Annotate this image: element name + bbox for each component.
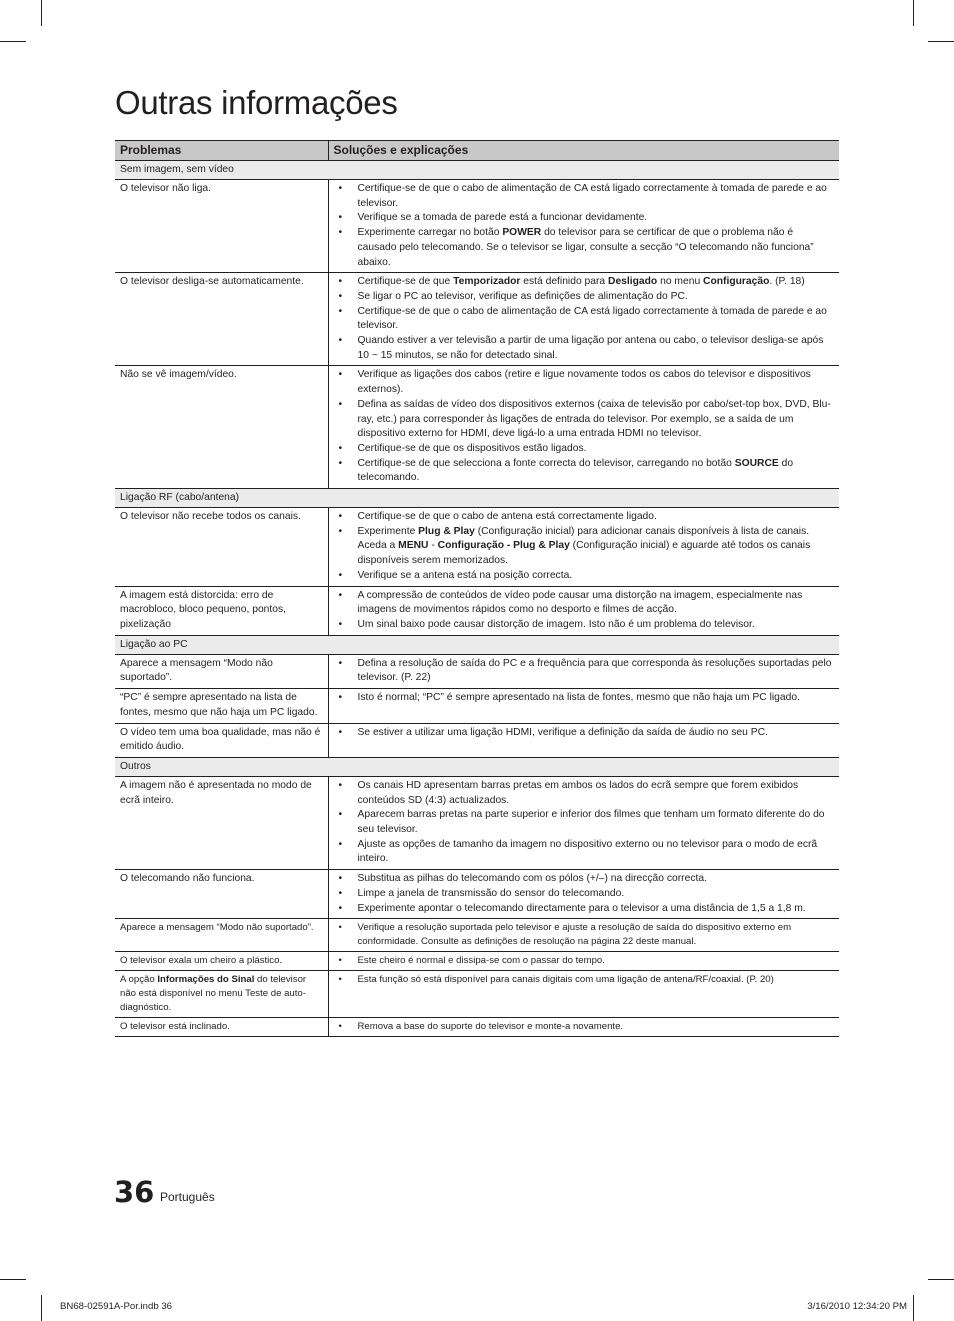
crop-mark [913, 1295, 914, 1321]
crop-mark [928, 41, 954, 42]
table-row [115, 1018, 839, 1037]
crop-mark [41, 0, 42, 26]
list-item: • Esta função só está disponível para canais digitais com uma ligação de antena/RF/coaxial. (P. 20) [329, 973, 835, 987]
list-item: • Os canais HD apresentam barras pretas em ambos os lados do ecrã sempre que forem exibidos conteúdos SD (4:3) actualizados. [329, 779, 835, 808]
solutions-cell [328, 870, 839, 919]
solutions-cell [328, 776, 839, 869]
column-header-solutions: Soluções e explicações [328, 141, 839, 161]
page-title: Outras informações [115, 84, 398, 121]
footer-file-name: BN68-02591A-Por.indb 36 [60, 1301, 173, 1312]
problem-cell: A imagem está distorcida: erro de macrobloco, bloco pequeno, pontos, pixelização [115, 586, 328, 635]
solutions-cell [328, 952, 839, 971]
table-row [115, 971, 839, 1018]
list-item: • Isto é normal; “PC” é sempre apresentado na lista de fontes, mesmo que não haja um PC ligado. [329, 691, 835, 706]
solutions-list [329, 872, 835, 916]
list-item: • Experimente Plug & Play (Configuração inicial) para adicionar canais disponíveis à lista de canais. Aceda a MENU - Configuração - Plug & Play (Configuração inicial) e aguarde até todos os canais disponíveis serem memorizados. [329, 525, 835, 569]
list-item: • Substitua as pilhas do telecomando com os pólos (+/–) na direcção correcta. [329, 872, 835, 887]
solutions-cell [328, 508, 839, 587]
list-item: • Defina a resolução de saída do PC e a frequência para que corresponda às resoluções suportadas pelo televisor. (P. 22) [329, 657, 835, 686]
table-row [115, 689, 839, 723]
solutions-list [329, 275, 835, 363]
crop-mark [0, 1279, 26, 1280]
section-title: Outros [115, 757, 839, 776]
section-row [115, 635, 839, 654]
table-row [115, 508, 839, 587]
list-item: • Limpe a janela de transmissão do sensor do telecomando. [329, 887, 835, 902]
problem-cell: O televisor desliga-se automaticamente. [115, 273, 328, 366]
problem-cell: O telecomando não funciona. [115, 870, 328, 919]
problem-cell: O televisor não recebe todos os canais. [115, 508, 328, 587]
solutions-list [329, 182, 835, 270]
column-header-problems: Problemas [115, 141, 328, 161]
footer-timestamp: 3/16/2010 12:34:20 PM [807, 1301, 907, 1312]
section-row [115, 757, 839, 776]
table-row [115, 919, 839, 952]
table-row [115, 180, 839, 273]
solutions-list [329, 1020, 835, 1034]
troubleshooting-table [115, 140, 839, 1037]
list-item: • Verifique as ligações dos cabos (retire e ligue novamente todos os cabos do televisor e dispositivos externos). [329, 368, 835, 397]
solutions-list [329, 691, 835, 706]
table-row [115, 273, 839, 366]
solutions-cell [328, 586, 839, 635]
list-item: • A compressão de conteúdos de vídeo pode causar uma distorção na imagem, especialmente nas imagens de movimentos rápidos como no desporto e filmes de acção. [329, 589, 835, 618]
table-row [115, 723, 839, 757]
solutions-cell [328, 919, 839, 952]
list-item: • Certifique-se de que Temporizador está definido para Desligado no menu Configuração. (P. 18) [329, 275, 835, 290]
list-item: • Experimente apontar o telecomando directamente para o televisor a uma distância de 1,5 a 1,8 m. [329, 902, 835, 917]
list-item: • Certifique-se de que selecciona a fonte correcta do televisor, carregando no botão SOURCE do telecomando. [329, 457, 835, 486]
solutions-list [329, 510, 835, 584]
solutions-cell [328, 689, 839, 723]
solutions-cell [328, 654, 839, 688]
list-item: • Certifique-se de que o cabo de alimentação de CA está ligado correctamente à tomada de parede e ao televisor. [329, 305, 835, 334]
section-row [115, 489, 839, 508]
problem-cell: O vídeo tem uma boa qualidade, mas não é emitido áudio. [115, 723, 328, 757]
table-header-row [115, 141, 839, 161]
solutions-list [329, 368, 835, 486]
table-row [115, 654, 839, 688]
list-item: • Quando estiver a ver televisão a partir de uma ligação por antena ou cabo, o televisor desliga-se após 10 ~ 15 minutos, se não for detectado sinal. [329, 334, 835, 363]
solutions-cell [328, 971, 839, 1018]
problem-cell: Não se vê imagem/vídeo. [115, 366, 328, 489]
page-language: Português [160, 1190, 215, 1204]
list-item: • Um sinal baixo pode causar distorção de imagem. Isto não é um problema do televisor. [329, 618, 835, 633]
list-item: • Verifique a resolução suportada pelo televisor e ajuste a resolução de saída do dispositivo externo em conformidade. Consulte as definições de resolução na página 22 deste manual. [329, 921, 835, 949]
problem-cell: Aparece a mensagem “Modo não suportado”. [115, 654, 328, 688]
solutions-list [329, 921, 835, 949]
list-item: • Aparecem barras pretas na parte superior e inferior dos filmes que tenham um formato diferente do do seu televisor. [329, 808, 835, 837]
solutions-list [329, 954, 835, 968]
solutions-list [329, 779, 835, 867]
section-title: Ligação ao PC [115, 635, 839, 654]
list-item: • Experimente carregar no botão POWER do televisor para se certificar de que o problema não é causado pelo telecomando. Se o televisor se ligar, consulte a secção “O telecomando não funciona” abaixo. [329, 226, 835, 270]
solutions-list [329, 657, 835, 686]
list-item: • Se estiver a utilizar uma ligação HDMI, verifique a definição da saída de áudio no seu PC. [329, 726, 835, 741]
problem-cell: A opção Informações do Sinal do televisor não está disponível no menu Teste de auto-diagnóstico. [115, 971, 328, 1018]
list-item: • Defina as saídas de vídeo dos dispositivos externos (caixa de televisão por cabo/set-top box, DVD, Blu-ray, etc.) para corresponder às ligações de entrada do televisor. Por exemplo, se a saída de um dispositivo externo for HDMI, deve ligá-lo a uma entrada HDMI no televisor. [329, 398, 835, 442]
crop-mark [928, 1279, 954, 1280]
solutions-list [329, 726, 835, 741]
page-number: 36 [114, 1175, 155, 1209]
problem-cell: O televisor está inclinado. [115, 1018, 328, 1037]
solutions-cell [328, 273, 839, 366]
section-row [115, 161, 839, 180]
list-item: • Remova a base do suporte do televisor e monte-a novamente. [329, 1020, 835, 1034]
problem-cell: O televisor exala um cheiro a plástico. [115, 952, 328, 971]
solutions-cell [328, 366, 839, 489]
crop-mark [0, 41, 26, 42]
problem-cell: A imagem não é apresentada no modo de ecrã inteiro. [115, 776, 328, 869]
problem-cell: Aparece a mensagem “Modo não suportado”. [115, 919, 328, 952]
crop-mark [913, 0, 914, 26]
table-row [115, 586, 839, 635]
solutions-cell [328, 1018, 839, 1037]
solutions-list [329, 973, 835, 987]
solutions-list [329, 589, 835, 633]
list-item: • Este cheiro é normal e dissipa-se com o passar do tempo. [329, 954, 835, 968]
crop-mark [41, 1295, 42, 1321]
list-item: • Ajuste as opções de tamanho da imagem no dispositivo externo ou no televisor para o modo de ecrã inteiro. [329, 838, 835, 867]
section-title: Sem imagem, sem vídeo [115, 161, 839, 180]
problem-cell: O televisor não liga. [115, 180, 328, 273]
problem-cell: “PC” é sempre apresentado na lista de fontes, mesmo que não haja um PC ligado. [115, 689, 328, 723]
list-item: • Se ligar o PC ao televisor, verifique as definições de alimentação do PC. [329, 290, 835, 305]
table-body [115, 161, 839, 1037]
table-row [115, 952, 839, 971]
list-item: • Certifique-se de que o cabo de alimentação de CA está ligado correctamente à tomada de parede e ao televisor. [329, 182, 835, 211]
table-row [115, 776, 839, 869]
list-item: • Certifique-se de que o cabo de antena está correctamente ligado. [329, 510, 835, 525]
list-item: • Verifique se a antena está na posição correcta. [329, 569, 835, 584]
solutions-cell [328, 723, 839, 757]
table-row [115, 870, 839, 919]
section-title: Ligação RF (cabo/antena) [115, 489, 839, 508]
list-item: • Verifique se a tomada de parede está a funcionar devidamente. [329, 211, 835, 226]
table-row [115, 366, 839, 489]
solutions-cell [328, 180, 839, 273]
list-item: • Certifique-se de que os dispositivos estão ligados. [329, 442, 835, 457]
